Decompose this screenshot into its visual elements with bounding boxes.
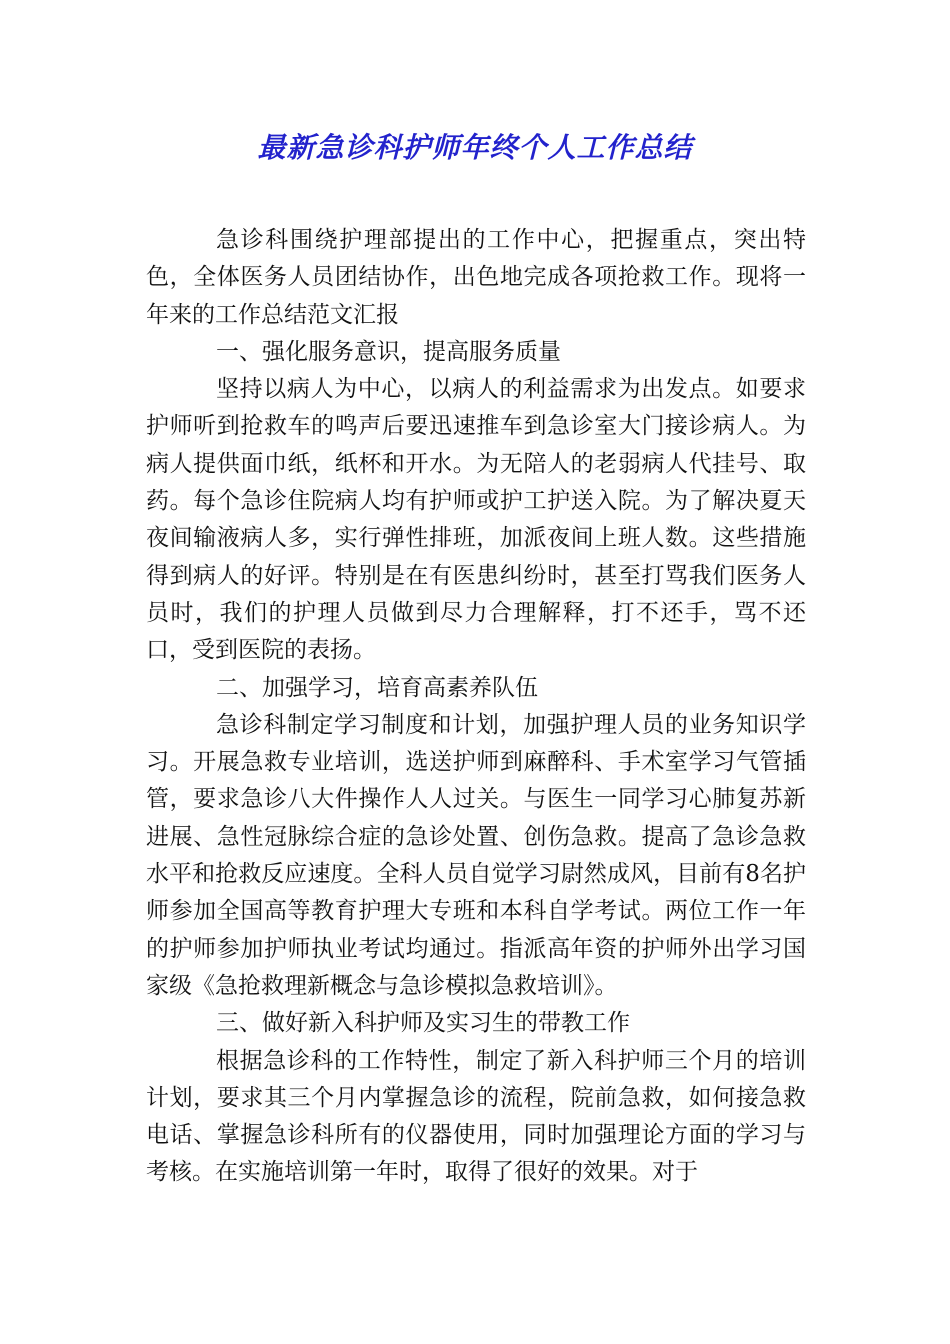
- section-heading-2: 二、加强学习，培育高素养队伍: [216, 674, 538, 701]
- section-paragraph-3: 根据急诊科的工作特性，制定了新入科护师三个月的培训计划，要求其三个月内掌握急诊的流程，院前急救，如何接急救电话、掌握急诊科所有的仪器使用，同时加强理论方面的学习与考核。在实施培训第一年时，取得了很好的效果。对于: [146, 1047, 806, 1186]
- document-title: 最新急诊科护师年终个人工作总结: [257, 131, 693, 164]
- section-paragraph-2: 急诊科制定学习制度和计划，加强护理人员的业务知识学习。开展急救专业培训，选送护师到麻醉科、手术室学习气管插管，要求急诊八大件操作人人过关。与医生一同学习心肺复苏新进展、急性冠脉综合症的急诊处置、创伤急救。提高了急诊急救水平和抢救反应速度。全科人员自觉学习尉然成风，目前有8名护师参加全国高等教育护理大专班和本科自学考试。两位工作一年的护师参加护师执业考试均通过。指派高年资的护师外出学习国家级《急抢救理新概念与急诊模拟急救培训》。: [146, 711, 806, 999]
- document-body: [146, 222, 806, 1192]
- intro-paragraph: 急诊科围绕护理部提出的工作中心，把握重点，突出特色，全体医务人员团结协作，出色地完成各项抢救工作。现将一年来的工作总结范文汇报: [146, 227, 806, 328]
- section-heading-3: 三、做好新入科护师及实习生的带教工作: [216, 1010, 630, 1037]
- section-heading-1: 一、强化服务意识，提高服务质量: [216, 338, 561, 365]
- section-paragraph-1: 坚持以病人为中心，以病人的利益需求为出发点。如要求护师听到抢救车的鸣声后要迅速推车到急诊室大门接诊病人。为病人提供面巾纸，纸杯和开水。为无陪人的老弱病人代挂号、取药。每个急诊住院病人均有护师或护工护送入院。为了解决夏天夜间输液病人多，实行弹性排班，加派夜间上班人数。这些措施得到病人的好评。特别是在有医患纠纷时，甚至打骂我们医务人员时，我们的护理人员做到尽力合理解释，打不还手，骂不还口，受到医院的表扬。: [146, 376, 806, 664]
